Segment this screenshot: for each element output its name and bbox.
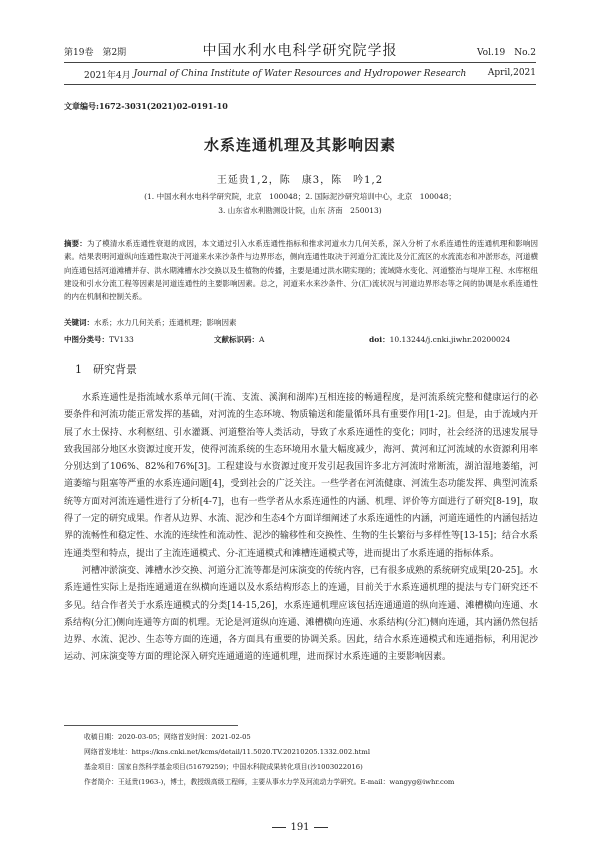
page-number: 191 [0, 822, 600, 833]
header-journal-cn: 中国水利水电科学研究院学报 [202, 43, 398, 59]
footnote-funding: 基金项目：国家自然科学基金项目(51679259)；中国水科院成果转化项目(沙1003022016) [84, 763, 363, 771]
keywords [64, 317, 538, 328]
footnote-author-bio: 作者简介：王延贵(1963-)，博士，教授级高级工程师，主要从事水力学及河流动力学研究。E-mail：wangyg@iwhr.com [84, 778, 455, 786]
keywords-text: 水系；水力几何关系；连通机理；影响因素 [94, 318, 237, 327]
abstract [64, 237, 538, 303]
header-journal-en: Journal of China Institute of Water Resources and Hydropower Research [133, 69, 467, 79]
affiliation-line-2: 3. 山东省水利勘测设计院，山东 济南 250013) [218, 206, 382, 215]
author-list: 王延贵1,2，陈 康3，陈 吟1,2 [216, 175, 384, 186]
header-date-en: April,2021 [487, 68, 536, 78]
affiliation-line-1: (1. 中国水利水电科学研究院，北京 100048；2. 国际泥沙研究培训中心，北京 100048； [144, 192, 456, 201]
paper-title: 水系连通机理及其影响因素 [203, 136, 396, 154]
page-number-dash-left [272, 827, 286, 828]
header-volume-en: Vol.19 No.2 [476, 48, 536, 58]
abstract-label: 摘要： [64, 239, 87, 248]
abstract-text: 为了模清水系连通性衰退的成因，本文通过引入水系连通性指标和推求河道水力几何关系，深入分析了水系连通性的连通机理和影响因素。结果表明河道纵向连通性取决于河道来水来沙条件与边界形态，侧向连通性取决于河道分汇流比及分汇流区的水流流态和冲淤形态，河道横向连通包括河道滩槽并存、洪水期滩槽水沙交换以及生植物的传播，主要是通过洪水期实现的；流域降水变化、河道整治与堤岸工程、水库枢纽建设和引水分流工程等因素是河道连通性的主要影响因素。总之，河道来水来沙条件、分(汇)流状况与河道边界形态等之间的协调是水系连通性的内在机制和控制关系。 [64, 239, 539, 302]
paragraph-2: 河槽冲淤演变、滩槽水沙交换、河道分汇流等都是河床演变的传统内容，已有很多成熟的系统研究成果[20-25]。水系连通性实际上是指连通通道在纵横向连通以及水系结构形态上的连通，目前关于水系连通机理的提法与专门研究还不多见。结合作者关于水系连通模式的分类[14-15,26]，水系连通机理应该包括连通通道的纵向连通、滩槽横向连通、水系结构(分汇)侧向连通等方面的机理。无论是河道纵向连通、滩槽横向连通、水系结构(分汇)侧向连通，其内涵仍然包括边界、水流、泥沙、生态等方面的连通，各方面具有重要的协调关系。因此，结合水系连通模式和连通指标，利用泥沙运动、河床演变等方面的理论深入研究连通通道的连通机理，进而探讨水系连通的主要影响因素。 [64, 565, 538, 663]
header-volume-cn: 第19卷 第2期 [64, 48, 127, 58]
footnote-rule [64, 725, 238, 726]
header-date-cn: 2021年4月 [84, 71, 131, 81]
page-number-dash-right [314, 827, 328, 828]
doc-code-field: 文献标识码：A [214, 335, 265, 344]
doi-field[interactable]: doi：10.13244/j.cnki.jiwhr.20200024 [369, 335, 511, 344]
header-rule-bottom [64, 84, 536, 85]
paragraph-1: 水系连通性是指流域水系单元间(干流、支流、溪涧和湖库)互相连接的畅通程度，是河流系统完整和健康运行的必要条件和河流功能正常发挥的基础，对河流的生态环境、物质输送和能量循环具有重要作用[1-2]。但是，由于流域内开展了水土保持、水利枢纽、引水灌溉、河道整治等人类活动，导致了水系连通性的变化；同时，社会经济的迅速发展导致我国部分地区水资源过度开发，使得河流系统的生态环境用水量大幅度减少，海河、黄河和辽河流域的水资源利用率分别达到了106%、82%和76%[3]。工程建设与水资源过度开发引起我国许多北方河流时常断流，湖泊湿地萎缩，河道萎缩与阻塞等严重的水系连通问题[4]，受到社会的广泛关注。一些学者在河流健康、河流生态功能发挥、典型河流系统等方面对河流连通性进行了分析[4-7]，也有一些学者从水系连通性的内涵、机理、评价等方面进行了研究[8-19]，取得了一定的研究成果。作者从边界、水流、泥沙和生态4个方面详细阐述了水系连通性的内涵，河道连通性的内涵包括边界的流畅性和稳定性、水流的连续性和流动性、泥沙的输移性和交换性、生物的生长繁衍与多样性等[13-15]；结合水系连通类型和特点，提出了主流连通模式、分-汇连通模式和滩槽连通模式等，进而提出了水系连通的指标体系。 [64, 393, 538, 559]
clc-field: 中图分类号：TV133 [64, 335, 134, 344]
body-text [64, 390, 538, 667]
footnote-online-url[interactable]: 网络首发地址：https://kns.cnki.net/kcms/detail/11.5020.TV.20210205.1332.002.html [84, 748, 371, 756]
footnote-received: 收稿日期：2020-03-05；网络首发时间：2021-02-05 [84, 733, 251, 741]
section-heading: 1 研究背景 [75, 363, 137, 376]
header-rule-top [64, 62, 536, 63]
article-number: 文章编号:1672-3031(2021)02-0191-10 [64, 101, 228, 111]
keywords-label: 关键词： [64, 318, 94, 327]
